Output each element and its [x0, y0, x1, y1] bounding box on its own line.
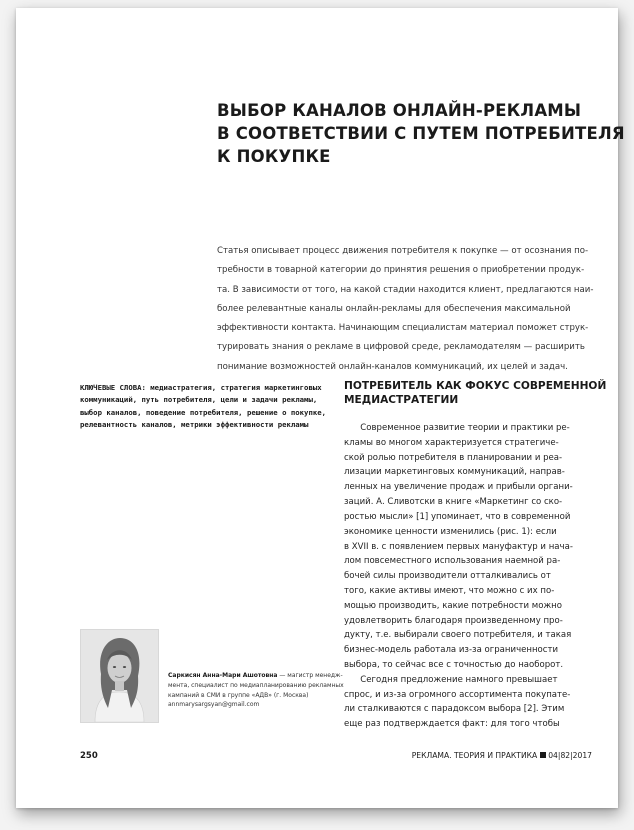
body-line: в XVII в. с появлением первых мануфактур и нача-	[344, 541, 573, 552]
author-name: Саркисян Анна-Мари Ашотовна	[168, 672, 278, 679]
body-line: бизнес-модель работала из-за ограниченности	[344, 645, 559, 656]
abstract-line: Статья описывает процесс движения потребителя к покупке — от осознания по-	[217, 246, 589, 256]
abstract-line: эффективности контакта. Начинающим специалистам материал поможет струк-	[217, 323, 589, 334]
keywords-line: выбор каналов, поведение потребителя, решение о покупке,	[80, 407, 327, 417]
body-line: лизации маркетинговых коммуникаций, направ-	[344, 467, 565, 478]
journal-issue: 04|82|2017	[548, 751, 592, 760]
page-number: 250	[80, 751, 98, 761]
body-text	[344, 421, 616, 732]
keywords-line: коммуникаций, путь потребителя, цели и задачи рекламы,	[80, 395, 318, 405]
body-line: удовлетворить благодаря произведенному про-	[344, 615, 563, 626]
keywords-line: КЛЮЧЕВЫЕ СЛОВА: медиастратегия, стратегия маркетинговых	[80, 383, 322, 392]
author-desc: — магистр менедж-	[277, 672, 343, 679]
author-portrait-icon	[81, 630, 158, 722]
journal-footer	[412, 751, 592, 760]
section-heading	[344, 379, 614, 407]
abstract-line: более релевантные каналы онлайн-рекламы для обеспечения максимальной	[217, 303, 571, 314]
square-bullet-icon	[540, 752, 546, 758]
body-line: Современное развитие теории и практики ре-	[344, 423, 570, 433]
section-heading-line: ПОТРЕБИТЕЛЬ КАК ФОКУС СОВРЕМЕННОЙ	[344, 380, 607, 392]
title-line: ВЫБОР КАНАЛОВ ОНЛАЙН-РЕКЛАМЫ	[217, 101, 582, 120]
author-desc-line: мента, специалист по медиапланированию рекламных	[168, 681, 344, 689]
keywords-block	[80, 382, 336, 432]
abstract-line: турировать знания о рекламе в цифровой среде, рекламодателям — расширить	[217, 342, 585, 353]
author-info	[168, 671, 358, 710]
abstract-line: та. В зависимости от того, на какой стадии находится клиент, предлагаются наи-	[217, 284, 594, 295]
title-line: К ПОКУПКЕ	[217, 147, 331, 166]
article-abstract	[217, 242, 594, 377]
body-line: того, какие активы имеют, что можно с их по-	[344, 585, 555, 596]
journal-name: РЕКЛАМА. ТЕОРИЯ И ПРАКТИКА	[411, 751, 538, 760]
keywords-line: релевантность каналов, метрики эффективности рекламы	[80, 420, 309, 430]
journal-page	[16, 8, 625, 808]
body-line: кламы во многом характеризуется стратегиче-	[344, 437, 559, 448]
section-heading-line: МЕДИАСТРАТЕГИИ	[344, 394, 459, 406]
author-email[interactable]: annmarysargsyan@gmail.com	[168, 701, 260, 709]
body-line: лом повсеместного использования наемной ра-	[344, 556, 561, 567]
abstract-line: понимание возможностей онлайн-каналов коммуникаций, их целей и задач.	[217, 361, 568, 372]
body-line: еще раз подтверждается факт: для того чтобы	[344, 719, 560, 730]
author-photo	[80, 629, 159, 723]
author-desc-line: кампаний в СМИ в группе «АДВ» (г. Москва)	[168, 691, 309, 699]
body-line: экономике ценности изменились (рис. 1): если	[344, 526, 557, 537]
body-line: ской ролью потребителя в планировании и реа-	[344, 452, 563, 463]
body-line: ленных на увеличение продаж и прибыли органи-	[344, 482, 573, 493]
body-line: спрос, и из-за огромного ассортимента покупате-	[344, 689, 571, 700]
article-title	[217, 99, 625, 168]
body-line: мощью производить, какие потребности можно	[344, 600, 562, 611]
body-line: бочей силы производители отталкивались от	[344, 571, 551, 582]
body-line: выбора, то сейчас все с точностью до наоборот.	[344, 660, 564, 670]
body-line: ростью мысли» [1] упоминает, что в современной	[344, 511, 571, 522]
body-line: дукту, т.е. выбирали своего потребителя, и такая	[344, 630, 572, 641]
body-line: Сегодня предложение намного превышает	[344, 674, 558, 685]
body-line: заций. А. Сливотски в книге «Маркетинг со ско-	[344, 497, 563, 508]
title-line: В СООТВЕТСТВИИ С ПУТЕМ ПОТРЕБИТЕЛЯ	[217, 124, 625, 143]
abstract-line: требности в товарной категории до принятия решения о приобретении продук-	[217, 265, 585, 276]
body-line: ли сталкиваются с парадоксом выбора [2]. Этим	[344, 704, 565, 715]
